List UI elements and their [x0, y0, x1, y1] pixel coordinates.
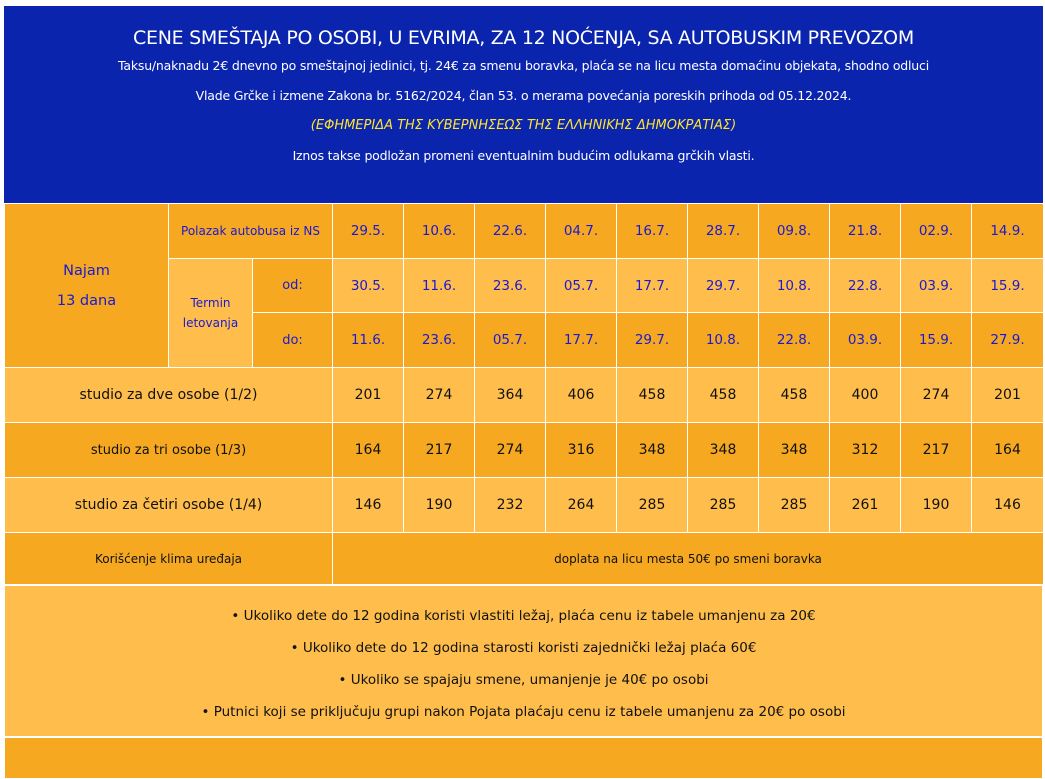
price-cell: 201	[333, 368, 404, 423]
from-date: 22.8.	[830, 259, 901, 313]
table-row	[5, 478, 1044, 533]
to-date: 05.7.	[475, 313, 546, 368]
table-row	[5, 368, 1044, 423]
price-cell: 217	[404, 423, 475, 478]
to-date: 23.6.	[404, 313, 475, 368]
from-date: 10.8.	[759, 259, 830, 313]
note-item: • Ukoliko dete do 12 godina starosti koristi zajednički ležaj plaća 60€	[290, 640, 757, 656]
departure-label: Polazak autobusa iz NS	[169, 204, 333, 259]
footer-band	[4, 737, 1043, 779]
from-date: 29.7.	[688, 259, 759, 313]
to-date: 29.7.	[617, 313, 688, 368]
departure-date: 04.7.	[546, 204, 617, 259]
najam-days: 13 dana	[56, 292, 117, 309]
do-label: do:	[253, 313, 333, 368]
to-date: 27.9.	[972, 313, 1044, 368]
from-date: 17.7.	[617, 259, 688, 313]
price-cell: 274	[475, 423, 546, 478]
price-cell: 261	[830, 478, 901, 533]
departure-date: 29.5.	[333, 204, 404, 259]
price-cell: 364	[475, 368, 546, 423]
price-cell: 146	[333, 478, 404, 533]
price-cell: 406	[546, 368, 617, 423]
note-item: • Ukoliko se spajaju smene, umanjenje je 40€ po osobi	[338, 672, 709, 688]
price-cell: 285	[759, 478, 830, 533]
ac-surcharge-value: doplata na licu mesta 50€ po smeni boravka	[333, 533, 1044, 585]
from-date: 15.9.	[972, 259, 1044, 313]
from-date: 05.7.	[546, 259, 617, 313]
price-cell: 146	[972, 478, 1044, 533]
najam-cell	[5, 204, 169, 368]
price-cell: 164	[333, 423, 404, 478]
departure-date: 16.7.	[617, 204, 688, 259]
price-header	[4, 6, 1043, 203]
price-table	[4, 203, 1044, 585]
room-type-label: studio za četiri osobe (1/4)	[5, 478, 333, 533]
greek-gazette-note: (ΕΦΗΜΕΡΙΔΑ ΤΗΣ ΚΥΒΕΡΝΗΣΕΩΣ ΤΗΣ ΕΛΛΗΝΙΚΗΣ ΔΗΜΟΚΡΑΤΙΑΣ)	[310, 118, 737, 133]
price-cell: 400	[830, 368, 901, 423]
to-date: 15.9.	[901, 313, 972, 368]
termin-cell	[169, 259, 253, 368]
price-cell: 190	[901, 478, 972, 533]
price-cell: 164	[972, 423, 1044, 478]
to-date: 11.6.	[333, 313, 404, 368]
departure-date: 21.8.	[830, 204, 901, 259]
departure-date: 02.9.	[901, 204, 972, 259]
termin-label-2: letovanja	[182, 316, 239, 330]
departure-date: 22.6.	[475, 204, 546, 259]
to-date: 17.7.	[546, 313, 617, 368]
departure-date: 14.9.	[972, 204, 1044, 259]
price-cell: 274	[901, 368, 972, 423]
from-date: 30.5.	[333, 259, 404, 313]
from-date: 23.6.	[475, 259, 546, 313]
to-date: 03.9.	[830, 313, 901, 368]
price-cell: 190	[404, 478, 475, 533]
price-cell: 348	[688, 423, 759, 478]
price-cell: 348	[759, 423, 830, 478]
tax-note-line-2: Vlade Grčke i izmene Zakona br. 5162/2024, član 53. o merama povećanja poreskih prihoda od 05.12.2024.	[195, 88, 852, 103]
price-cell: 285	[688, 478, 759, 533]
room-type-label: studio za tri osobe (1/3)	[5, 423, 333, 478]
price-cell: 458	[617, 368, 688, 423]
price-cell: 316	[546, 423, 617, 478]
note-item: • Putnici koji se priključuju grupi nakon Pojata plaćaju cenu iz tabele umanjenu za 20€ po osobi	[201, 704, 846, 720]
departure-date: 09.8.	[759, 204, 830, 259]
to-date: 22.8.	[759, 313, 830, 368]
table-row	[5, 423, 1044, 478]
price-cell: 458	[759, 368, 830, 423]
from-date: 03.9.	[901, 259, 972, 313]
departure-date: 10.6.	[404, 204, 475, 259]
note-item: • Ukoliko dete do 12 godina koristi vlastiti ležaj, plaća cenu iz tabele umanjenu za 20€	[231, 608, 816, 624]
price-cell: 348	[617, 423, 688, 478]
notes-section	[4, 585, 1043, 737]
price-cell: 264	[546, 478, 617, 533]
tax-change-note: Iznos takse podložan promeni eventualnim budućim odlukama grčkih vlasti.	[292, 148, 755, 163]
price-cell: 274	[404, 368, 475, 423]
price-cell: 217	[901, 423, 972, 478]
od-label: od:	[253, 259, 333, 313]
price-cell: 232	[475, 478, 546, 533]
price-cell: 312	[830, 423, 901, 478]
termin-label: Termin	[190, 296, 231, 310]
ac-usage-label: Korišćenje klima uređaja	[5, 533, 333, 585]
tax-note-line-1: Taksu/naknadu 2€ dnevno po smeštajnoj jedinici, tj. 24€ za smenu boravka, plaća se na licu mesta domaćinu objekata, shodno odluci	[118, 58, 929, 73]
price-cell: 458	[688, 368, 759, 423]
price-cell: 201	[972, 368, 1044, 423]
najam-label: Najam	[63, 262, 110, 279]
departure-date: 28.7.	[688, 204, 759, 259]
room-type-label: studio za dve osobe (1/2)	[5, 368, 333, 423]
to-date: 10.8.	[688, 313, 759, 368]
page-title: CENE SMEŠTAJA PO OSOBI, U EVRIMA, ZA 12 NOĆENJA, SA AUTOBUSKIM PREVOZOM	[133, 27, 914, 49]
table-row	[5, 533, 1044, 585]
from-date: 11.6.	[404, 259, 475, 313]
price-cell: 285	[617, 478, 688, 533]
